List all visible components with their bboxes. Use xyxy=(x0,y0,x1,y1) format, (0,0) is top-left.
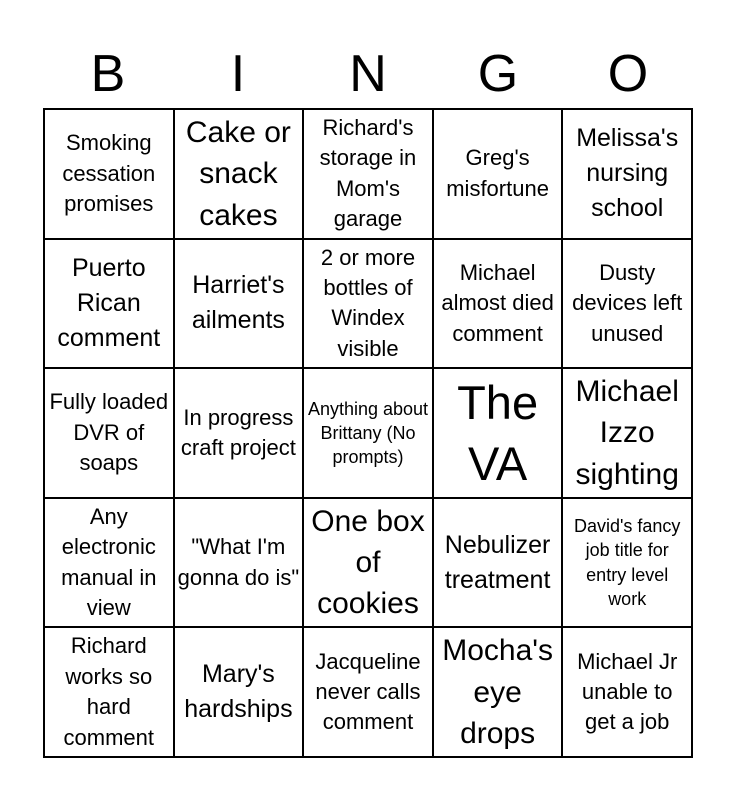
bingo-cell[interactable] xyxy=(44,368,174,498)
bingo-cell[interactable] xyxy=(433,109,563,239)
bingo-cell[interactable] xyxy=(562,239,692,369)
header-letter-b: B xyxy=(90,45,126,103)
bingo-cell[interactable] xyxy=(303,368,433,498)
bingo-cell[interactable] xyxy=(174,239,304,369)
bingo-cell[interactable] xyxy=(303,498,433,628)
cell-text: Mocha's eye drops xyxy=(442,634,553,750)
cell-text: Jacqueline never calls comment xyxy=(315,648,421,735)
cell-text: Michael Izzo sighting xyxy=(575,374,679,491)
cell-text: In progress craft project xyxy=(180,404,296,460)
bingo-cell[interactable] xyxy=(433,627,563,757)
cell-text: Greg's misfortune xyxy=(446,145,549,201)
bingo-cell[interactable] xyxy=(303,109,433,239)
bingo-cell[interactable] xyxy=(562,627,692,757)
cell-text: Puerto Rican comment xyxy=(57,253,161,352)
header-letter-o: O xyxy=(607,45,649,103)
header-letter-n: N xyxy=(349,45,387,103)
cell-text: Mary's hardships xyxy=(184,660,293,724)
bingo-board xyxy=(43,108,693,758)
cell-text: Dusty devices left unused xyxy=(572,259,683,346)
cell-text: Michael almost died comment xyxy=(441,259,554,346)
bingo-cell[interactable] xyxy=(562,498,692,628)
bingo-cell[interactable] xyxy=(44,109,174,239)
cell-text: "What I'm gonna do is" xyxy=(177,534,300,590)
bingo-cell-free[interactable] xyxy=(433,368,563,498)
cell-text: Cake or snack cakes xyxy=(185,115,291,232)
cell-text: Smoking cessation promises xyxy=(62,130,156,216)
bingo-cell[interactable] xyxy=(433,239,563,369)
cell-text: Melissa's nursing school xyxy=(576,124,679,223)
cell-text: Fully loaded DVR of soaps xyxy=(49,389,169,476)
cell-text: Nebulizer treatment xyxy=(444,530,551,594)
bingo-header xyxy=(43,42,693,106)
bingo-cell[interactable] xyxy=(562,109,692,239)
bingo-cell[interactable] xyxy=(44,627,174,757)
bingo-cell[interactable] xyxy=(174,368,304,498)
cell-text: The VA xyxy=(457,375,539,490)
bingo-cell[interactable] xyxy=(303,239,433,369)
header-letter-g: G xyxy=(477,45,519,103)
cell-text: Harriet's ailments xyxy=(191,271,285,335)
cell-text: Richard works so hard comment xyxy=(63,633,155,750)
bingo-cell[interactable] xyxy=(174,109,304,239)
cell-text: Richard's storage in Mom's garage xyxy=(319,115,417,232)
header-letter-i: I xyxy=(230,45,246,103)
cell-text: One box of cookies xyxy=(311,504,425,621)
bingo-cell[interactable] xyxy=(174,627,304,757)
bingo-cell[interactable] xyxy=(303,627,433,757)
bingo-cell[interactable] xyxy=(562,368,692,498)
bingo-cell[interactable] xyxy=(174,498,304,628)
cell-text: Anything about Brittany (No prompts) xyxy=(307,398,429,468)
cell-text: Any electronic manual in view xyxy=(61,503,157,620)
cell-text: David's fancy job title for entry level work xyxy=(573,516,681,609)
cell-text: Michael Jr unable to get a job xyxy=(577,648,678,735)
bingo-cell[interactable] xyxy=(433,498,563,628)
cell-text: 2 or more bottles of Windex visible xyxy=(320,244,416,361)
bingo-cell[interactable] xyxy=(44,239,174,369)
bingo-cell[interactable] xyxy=(44,498,174,628)
